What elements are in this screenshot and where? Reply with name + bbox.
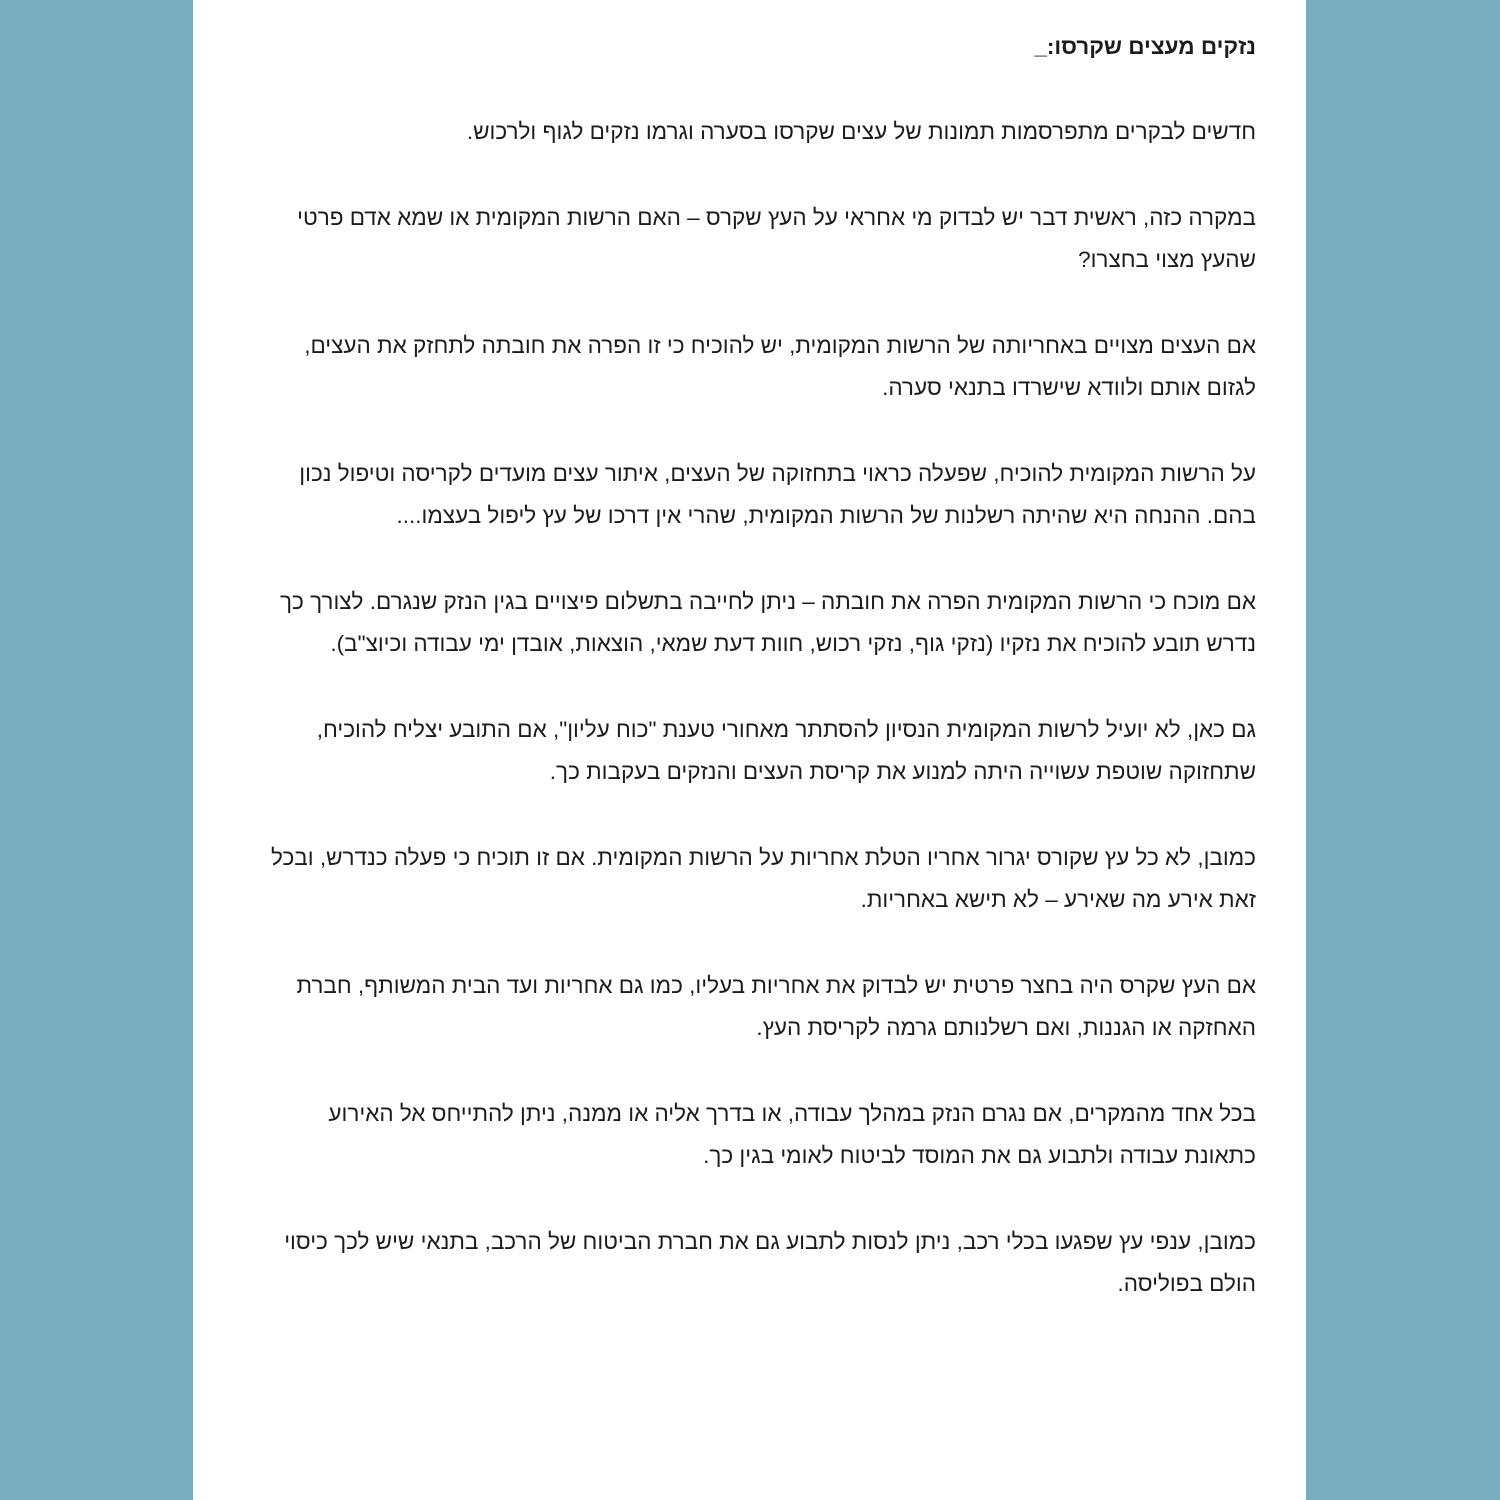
- paragraph: גם כאן, לא יועיל לרשות המקומית הנסיון להסתתר מאחורי טענת "כוח עליון", אם התובע יצליח להוכיח, שתחזוקה שוטפת עשוייה היתה למנוע את קריסת העצים והנזקים בעקבות כך.: [316, 716, 1256, 784]
- paragraph: כמובן, לא כל עץ שקורס יגרור אחריו הטלת אחריות על הרשות המקומית. אם זו תוכיח כי פעלה כנדרש, ובכל זאת אירע מה שאירע – לא תישא באחריות.: [271, 844, 1256, 912]
- document-page: [193, 0, 1306, 1500]
- paragraph: על הרשות המקומית להוכיח, שפעלה כראוי בתחזוקה של העצים, איתור עצים מועדים לקריסה וטיפול נכון בהם. ההנחה היא שהיתה רשלנות של הרשות המקומית, שהרי אין דרכו של עץ ליפול בעצמו....: [299, 460, 1256, 528]
- paragraph: חדשים לבקרים מתפרסמות תמונות של עצים שקרסו בסערה וגרמו נזקים לגוף ולרכוש.: [466, 119, 1256, 144]
- paragraph: כמובן, ענפי עץ שפגעו בכלי רכב, ניתן לנסות לתבוע גם את חברת הביטוח של הרכב, בתנאי שיש לכך כיסוי הולם בפוליסה.: [284, 1228, 1256, 1296]
- paragraph: אם העץ שקרס היה בחצר פרטית יש לבדוק את אחריות בעליו, כמו גם אחריות ועד הבית המשותף, חברת האחזקה או הגננות, ואם רשלנותם גרמה לקריסת העץ.: [296, 972, 1256, 1040]
- paragraph: בכל אחד מהמקרים, אם נגרם הנזק במהלך עבודה, או בדרך אליה או ממנה, ניתן להתייחס אל האירוע כתאונת עבודה ולתבוע גם את המוסד לביטוח לאומי בגין כך.: [328, 1100, 1256, 1168]
- paragraph: במקרה כזה, ראשית דבר יש לבדוק מי אחראי על העץ שקרס – האם הרשות המקומית או שמא אדם פרטי שהעץ מצוי בחצרו?: [297, 204, 1256, 272]
- document-title: נזקים מעצים שקרסו:_: [1034, 34, 1256, 59]
- paragraph: אם העצים מצויים באחריותה של הרשות המקומית, יש להוכיח כי זו הפרה את חובתה לתחזק את העצים, לגזום אותם ולוודא שישרדו בתנאי סערה.: [304, 332, 1256, 400]
- paragraph: אם מוכח כי הרשות המקומית הפרה את חובתה – ניתן לחייבה בתשלום פיצויים בגין הנזק שנגרם. לצורך כך נדרש תובע להוכיח את נזקיו (נזקי גוף, נזקי רכוש, חוות דעת שמאי, הוצאות, אובדן ימי עבודה וכיוצ"ב).: [280, 588, 1256, 656]
